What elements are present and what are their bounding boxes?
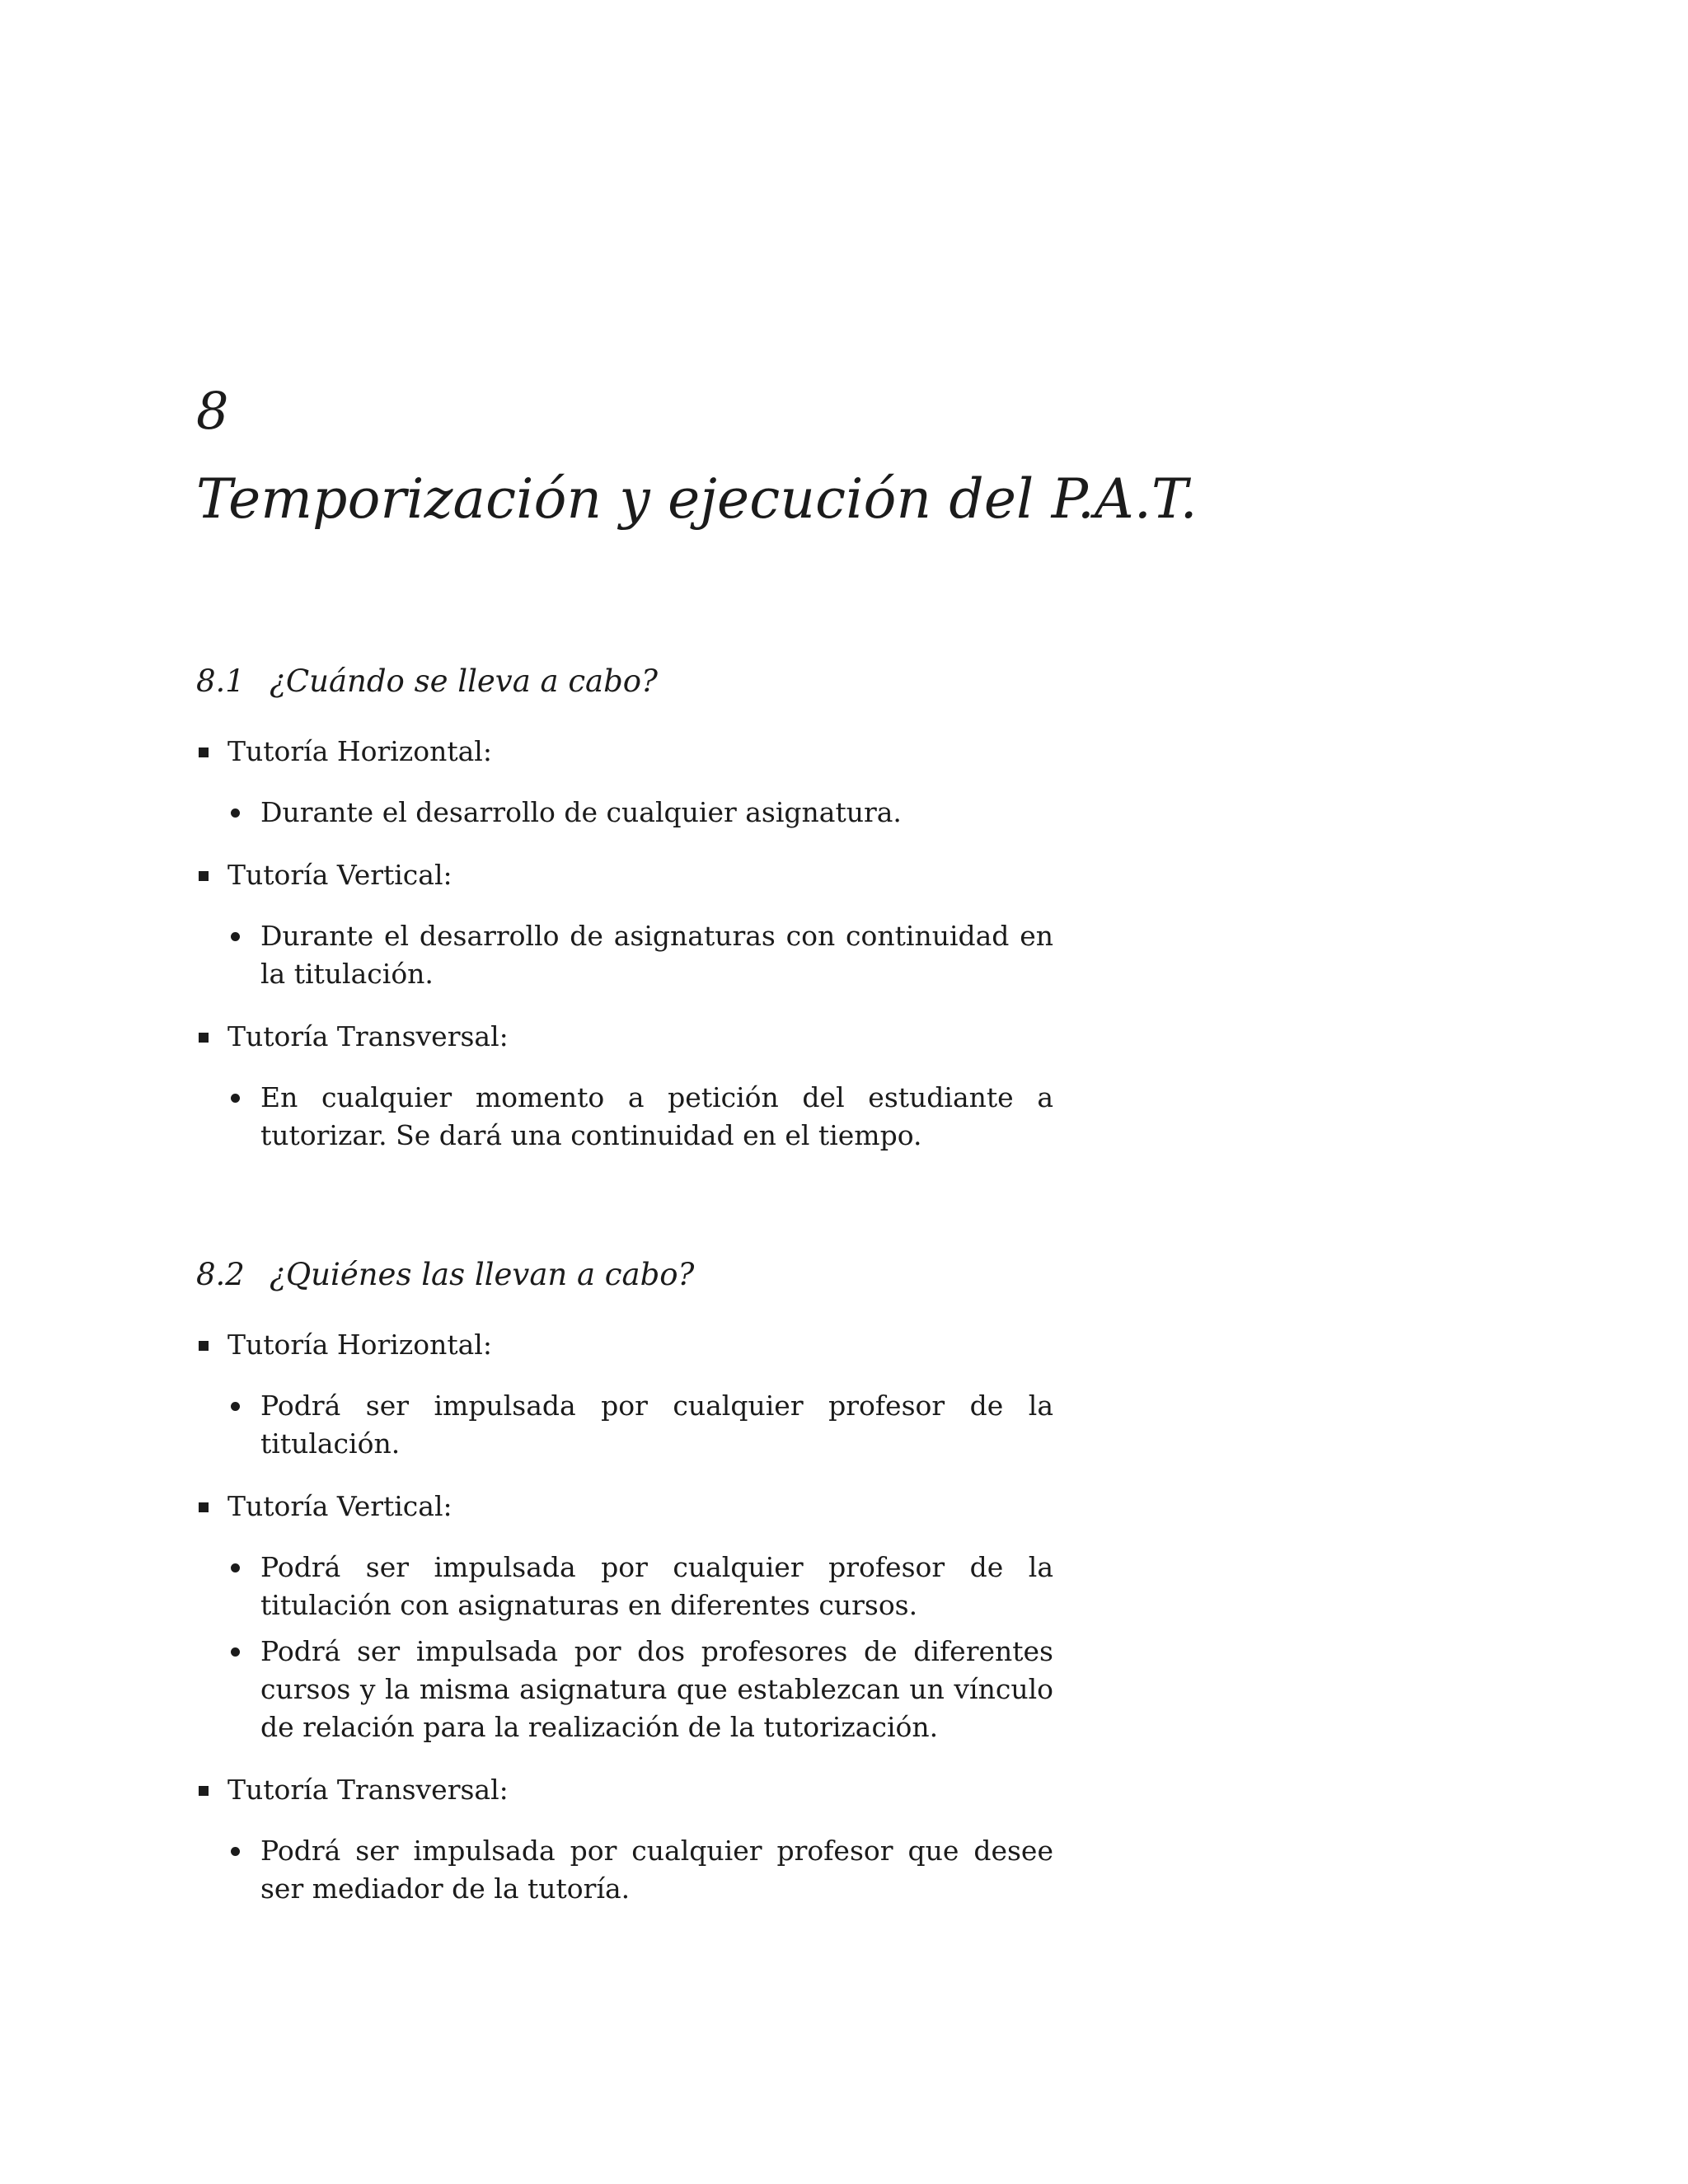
- tutoring-type-label: Tutoría Vertical:: [227, 1490, 452, 1523]
- sub-list: [227, 1079, 1053, 1155]
- section-number: 8.2: [196, 1257, 245, 1292]
- list-item: [196, 1018, 1053, 1155]
- item-text: Podrá ser impulsada por cualquier profesor de la titulación.: [260, 1390, 1053, 1460]
- sub-list: [227, 1832, 1053, 1908]
- list-item: [196, 1488, 1053, 1746]
- sub-list-item: [227, 1079, 1053, 1155]
- square-bullet-icon: [199, 871, 209, 881]
- list-item: [196, 1326, 1053, 1463]
- square-bullet-icon: [199, 1502, 209, 1512]
- section-title: ¿Quiénes las llevan a cabo?: [270, 1257, 695, 1292]
- item-text: En cualquier momento a petición del estudiante a tutorizar. Se dará una continuidad en el tiempo.: [260, 1081, 1053, 1152]
- sub-list-item: [227, 1832, 1053, 1908]
- item-text: Podrá ser impulsada por dos profesores de diferentes cursos y la misma asignatura que establezcan un vínculo de relación para la realización de la tutorización.: [260, 1635, 1053, 1744]
- sub-list-item: [227, 1387, 1053, 1463]
- sub-list-item: [227, 1633, 1053, 1746]
- item-text: Durante el desarrollo de cualquier asignatura.: [260, 796, 902, 829]
- sub-list-item: [227, 917, 1053, 993]
- tutoring-type-label: Tutoría Horizontal:: [227, 735, 492, 768]
- chapter-number: 8: [196, 381, 229, 441]
- square-bullet-icon: [199, 1033, 209, 1043]
- sub-list: [227, 917, 1053, 993]
- bullet-icon: [231, 808, 240, 818]
- bullet-icon: [231, 1563, 240, 1572]
- tutoring-type-label: Tutoría Horizontal:: [227, 1329, 492, 1361]
- tutoring-type-list: [196, 733, 1053, 1155]
- bullet-icon: [231, 932, 240, 941]
- section-number: 8.1: [196, 663, 245, 699]
- section-heading: [196, 663, 1053, 700]
- list-item: [196, 1771, 1053, 1908]
- chapter-title: Temporización y ejecución del P.A.T.: [196, 467, 1198, 531]
- bullet-icon: [231, 1847, 240, 1856]
- tutoring-type-list: [196, 1326, 1053, 1908]
- section-when: [196, 663, 1053, 1179]
- sub-list: [227, 1549, 1053, 1746]
- item-text: Podrá ser impulsada por cualquier profesor que desee ser mediador de la tutoría.: [260, 1835, 1053, 1905]
- tutoring-type-label: Tutoría Transversal:: [227, 1774, 509, 1807]
- sub-list-item: [227, 1549, 1053, 1624]
- section-title: ¿Cuándo se lleva a cabo?: [270, 663, 658, 699]
- square-bullet-icon: [199, 1786, 209, 1796]
- sub-list: [227, 1387, 1053, 1463]
- tutoring-type-label: Tutoría Vertical:: [227, 859, 452, 892]
- tutoring-type-label: Tutoría Transversal:: [227, 1020, 509, 1053]
- item-text: Podrá ser impulsada por cualquier profesor de la titulación con asignaturas en diferentes cursos.: [260, 1551, 1053, 1622]
- sub-list-item: [227, 794, 1053, 832]
- section-heading: [196, 1257, 1053, 1293]
- sub-list: [227, 794, 1053, 832]
- item-text: Durante el desarrollo de asignaturas con continuidad en la titulación.: [260, 920, 1053, 991]
- square-bullet-icon: [199, 748, 209, 757]
- bullet-icon: [231, 1094, 240, 1103]
- bullet-icon: [231, 1647, 240, 1657]
- list-item: [196, 733, 1053, 832]
- list-item: [196, 856, 1053, 993]
- square-bullet-icon: [199, 1341, 209, 1351]
- bullet-icon: [231, 1402, 240, 1411]
- section-who: [196, 1257, 1053, 1933]
